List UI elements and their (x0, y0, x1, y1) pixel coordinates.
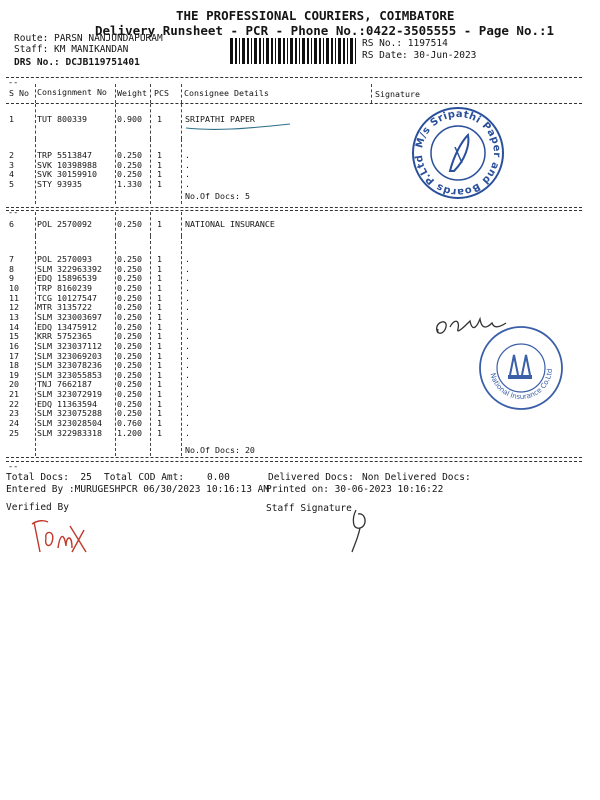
separator (6, 103, 582, 104)
barcode-bar (263, 38, 264, 64)
cell-pcs: 1 (157, 254, 162, 264)
barcode-bar (302, 38, 305, 64)
cell-wt: 0.250 (117, 389, 142, 400)
verified-by-label: Verified By (6, 502, 69, 513)
cell-sno: 10 (9, 282, 19, 293)
dash-mark: -- (8, 78, 19, 88)
drs-number: DRS No.: DCJB119751401 (14, 57, 140, 68)
cell-consignee: . (185, 311, 190, 322)
cell-consignee: SRIPATHI PAPER (185, 114, 255, 124)
cell-wt: 0.250 (117, 219, 142, 229)
cell-sno: 18 (9, 360, 19, 371)
cell-wt: 0.250 (117, 340, 142, 351)
barcode-bar (350, 38, 353, 64)
barcode-bar (299, 38, 300, 64)
column-divider (115, 236, 116, 456)
column-divider (115, 104, 116, 139)
cell-cno: MTR 3135722 (37, 302, 92, 313)
cell-cno: EDQ 13475912 (37, 321, 97, 332)
cell-consignee: . (185, 169, 190, 180)
barcode-bar (319, 38, 321, 64)
cell-cno: TUT 800339 (37, 114, 87, 124)
cell-wt: 0.250 (117, 292, 142, 303)
cell-pcs: 1 (157, 427, 162, 438)
rs-date: RS Date: 30-Jun-2023 (362, 50, 477, 61)
barcode-bar (335, 38, 336, 64)
column-divider (115, 139, 116, 204)
barcode-bar (314, 38, 317, 64)
stamp-text: M/s Sripathi Paper and Boards P.Ltd (413, 108, 503, 198)
barcode-bar (283, 38, 285, 64)
barcode-bar (287, 38, 288, 64)
cell-consignee: . (185, 282, 190, 293)
cell-consignee: . (185, 292, 190, 303)
cell-cno: SVK 10398988 (37, 159, 97, 170)
barcode-bar (254, 38, 257, 64)
cell-wt: 0.900 (117, 114, 142, 124)
column-divider (181, 139, 182, 204)
cell-sno: 11 (9, 292, 19, 303)
cell-cno: EDQ 11363594 (37, 398, 97, 409)
cell-cno: SLM 323069203 (37, 350, 102, 361)
cell-consignee: . (185, 331, 190, 342)
column-divider (150, 139, 151, 204)
docs-count: No.Of Docs: 5 (185, 191, 250, 201)
cell-pcs: 1 (157, 302, 162, 313)
cell-consignee: . (185, 159, 190, 170)
cell-consignee: . (185, 389, 190, 400)
cell-consignee: . (185, 178, 190, 189)
cell-cno: SLM 323037112 (37, 340, 102, 351)
cell-sno: 4 (9, 169, 14, 180)
cell-cno: SLM 323055853 (37, 369, 102, 380)
separator (6, 457, 582, 458)
cell-cno: SLM 323003697 (37, 311, 102, 322)
cell-cno: SLM 323072919 (37, 389, 102, 400)
column-divider (35, 139, 36, 204)
cell-wt: 0.250 (117, 350, 142, 361)
barcode-bar (343, 38, 345, 64)
barcode-bar (323, 38, 324, 64)
cell-consignee: . (185, 302, 190, 313)
company-name: THE PROFESSIONAL COURIERS, COIMBATORE (176, 8, 455, 23)
cell-sno: 2 (9, 150, 14, 160)
barcode-bar (247, 38, 249, 64)
cell-sno: 7 (9, 254, 14, 264)
barcode-bar (271, 38, 273, 64)
cell-wt: 0.250 (117, 169, 142, 180)
barcode-bar (235, 38, 237, 64)
cell-sno: 22 (9, 398, 19, 409)
cell-cno: TNJ 7662187 (37, 379, 92, 390)
cell-sno: 12 (9, 302, 19, 313)
cell-consignee: . (185, 379, 190, 390)
col-sno: S No (9, 88, 29, 98)
docs-count: No.Of Docs: 20 (185, 445, 255, 455)
cell-pcs: 1 (157, 150, 162, 160)
cell-pcs: 1 (157, 282, 162, 293)
cell-wt: 0.250 (117, 273, 142, 284)
barcode-bar (239, 38, 240, 64)
cell-consignee: . (185, 427, 190, 438)
cell-pcs: 1 (157, 263, 162, 274)
cell-pcs: 1 (157, 178, 162, 189)
barcode-bar (266, 38, 269, 64)
cell-wt: 0.250 (117, 254, 142, 264)
barcode-bar (290, 38, 293, 64)
separator (6, 207, 582, 208)
cell-wt: 0.250 (117, 398, 142, 409)
cell-wt: 0.250 (117, 263, 142, 274)
dash-mark: -- (8, 208, 19, 218)
verified-signature (30, 512, 90, 558)
cell-pcs: 1 (157, 408, 162, 419)
cell-consignee: . (185, 150, 190, 160)
company-stamp (410, 105, 506, 201)
cell-wt: 0.250 (117, 311, 142, 322)
separator (6, 77, 582, 78)
cell-consignee: . (185, 273, 190, 284)
column-divider (150, 236, 151, 456)
printed-on: Printed on: 30-06-2023 10:16:22 (266, 484, 444, 495)
barcode-bar (326, 38, 329, 64)
cell-pcs: 1 (157, 418, 162, 429)
cell-cno: STY 93935 (37, 178, 82, 189)
consignee-underline (184, 120, 294, 134)
barcode-bar (331, 38, 333, 64)
barcode-bar (311, 38, 312, 64)
barcode-bar (278, 38, 281, 64)
barcode (230, 38, 356, 64)
cell-pcs: 1 (157, 169, 162, 180)
cell-sno: 21 (9, 389, 19, 400)
column-divider (35, 84, 36, 103)
column-divider (115, 212, 116, 236)
cell-pcs: 1 (157, 398, 162, 409)
column-divider (150, 104, 151, 139)
cell-sno: 1 (9, 114, 14, 124)
column-divider (150, 84, 151, 103)
barcode-bar (347, 38, 348, 64)
cell-wt: 0.250 (117, 321, 142, 332)
staff: Staff: KM MANIKANDAN (14, 44, 129, 55)
column-divider (35, 236, 36, 456)
separator (6, 210, 582, 211)
column-divider (181, 236, 182, 456)
cell-sno: 24 (9, 418, 19, 429)
cell-pcs: 1 (157, 331, 162, 342)
barcode-bar (242, 38, 245, 64)
barcode-bar (355, 38, 356, 64)
cell-pcs: 1 (157, 292, 162, 303)
cell-cno: TCG 10127547 (37, 292, 97, 303)
cell-sno: 19 (9, 369, 19, 380)
cell-pcs: 1 (157, 159, 162, 170)
cell-sno: 17 (9, 350, 19, 361)
barcode-bar (275, 38, 276, 64)
barcode-bar (307, 38, 309, 64)
cell-consignee: . (185, 369, 190, 380)
cell-cno: POL 2570092 (37, 219, 92, 229)
cell-sno: 5 (9, 178, 14, 189)
delivered-docs: Delivered Docs: (268, 472, 354, 483)
cell-wt: 0.250 (117, 379, 142, 390)
column-divider (181, 104, 182, 139)
staff-signature-label: Staff Signature (266, 503, 352, 514)
col-weight: Weight (117, 88, 147, 98)
cell-cno: SLM 323075288 (37, 408, 102, 419)
barcode-bar (338, 38, 341, 64)
cell-consignee: . (185, 254, 190, 264)
cell-sno: 6 (9, 219, 14, 229)
entered-by: Entered By :MURUGESHPCR 06/30/2023 10:16:13 AM (6, 484, 270, 495)
column-divider (115, 84, 116, 103)
column-divider (35, 104, 36, 139)
cell-cno: SLM 323078236 (37, 360, 102, 371)
route: Route: PARSN NANJUNDAPURAM (14, 33, 163, 44)
cell-cno: TRP 5513847 (37, 150, 92, 160)
cell-cno: SLM 323028504 (37, 418, 102, 429)
cell-consignee: . (185, 263, 190, 274)
cell-sno: 25 (9, 427, 19, 438)
cell-sno: 23 (9, 408, 19, 419)
cell-consignee: NATIONAL INSURANCE (185, 219, 275, 229)
cell-wt: 0.250 (117, 360, 142, 371)
col-consignee: Consignee Details (184, 88, 269, 98)
cell-wt: 0.250 (117, 331, 142, 342)
cell-wt: 0.760 (117, 418, 142, 429)
cell-consignee: . (185, 321, 190, 332)
cell-cno: SLM 322963392 (37, 263, 102, 274)
cell-cno: KRR 5752365 (37, 331, 92, 342)
cell-consignee: . (185, 398, 190, 409)
col-consignment: Consignment No (37, 87, 107, 97)
cell-consignee: . (185, 408, 190, 419)
cell-sno: 15 (9, 331, 19, 342)
non-delivered-docs: Non Delivered Docs: (362, 472, 471, 483)
cell-cno: TRP 8160239 (37, 282, 92, 293)
cell-sno: 13 (9, 311, 19, 322)
runsheet-title: Delivery Runsheet - PCR - Phone No.:0422-3505555 - Page No.:1 (95, 23, 555, 38)
cell-wt: 0.250 (117, 408, 142, 419)
column-divider (150, 212, 151, 236)
cell-sno: 16 (9, 340, 19, 351)
cell-consignee: . (185, 340, 190, 351)
barcode-bar (295, 38, 297, 64)
cell-wt: 0.250 (117, 282, 142, 293)
cell-pcs: 1 (157, 340, 162, 351)
barcode-bar (230, 38, 233, 64)
column-divider (181, 84, 182, 103)
barcode-bar (259, 38, 261, 64)
cell-consignee: . (185, 350, 190, 361)
col-pcs: PCS (154, 88, 169, 98)
cell-cno: SVK 30159910 (37, 169, 97, 180)
cell-sno: 20 (9, 379, 19, 390)
cell-pcs: 1 (157, 369, 162, 380)
separator (6, 461, 582, 462)
stamp-text: National Insurance Co.Ltd (488, 368, 555, 402)
cell-pcs: 1 (157, 114, 162, 124)
cell-pcs: 1 (157, 350, 162, 361)
cell-cno: SLM 322983318 (37, 427, 102, 438)
cell-sno: 8 (9, 263, 14, 274)
total-cod-amount: Total COD Amt: 0.00 (104, 472, 230, 483)
dash-mark: -- (8, 462, 19, 472)
cell-pcs: 1 (157, 379, 162, 390)
cell-sno: 14 (9, 321, 19, 332)
cell-wt: 0.250 (117, 159, 142, 170)
cell-wt: 1.200 (117, 427, 142, 438)
receiver-signature (432, 305, 512, 341)
rs-number: RS No.: 1197514 (362, 38, 448, 49)
cell-wt: 1.330 (117, 178, 142, 189)
column-divider (35, 212, 36, 236)
cell-pcs: 1 (157, 360, 162, 371)
cell-pcs: 1 (157, 219, 162, 229)
total-docs: Total Docs: 25 (6, 472, 92, 483)
col-signature: Signature (375, 89, 420, 99)
barcode-bar (251, 38, 252, 64)
cell-cno: EDQ 15896539 (37, 273, 97, 284)
cell-consignee: . (185, 418, 190, 429)
cell-wt: 0.250 (117, 150, 142, 160)
cell-pcs: 1 (157, 321, 162, 332)
cell-pcs: 1 (157, 311, 162, 322)
column-divider (371, 84, 372, 103)
cell-cno: POL 2570093 (37, 254, 92, 264)
cell-sno: 3 (9, 159, 14, 170)
staff-signature (346, 500, 376, 556)
cell-wt: 0.250 (117, 369, 142, 380)
column-divider (181, 212, 182, 236)
cell-wt: 0.250 (117, 302, 142, 313)
cell-sno: 9 (9, 273, 14, 284)
cell-pcs: 1 (157, 273, 162, 284)
cell-consignee: . (185, 360, 190, 371)
cell-pcs: 1 (157, 389, 162, 400)
